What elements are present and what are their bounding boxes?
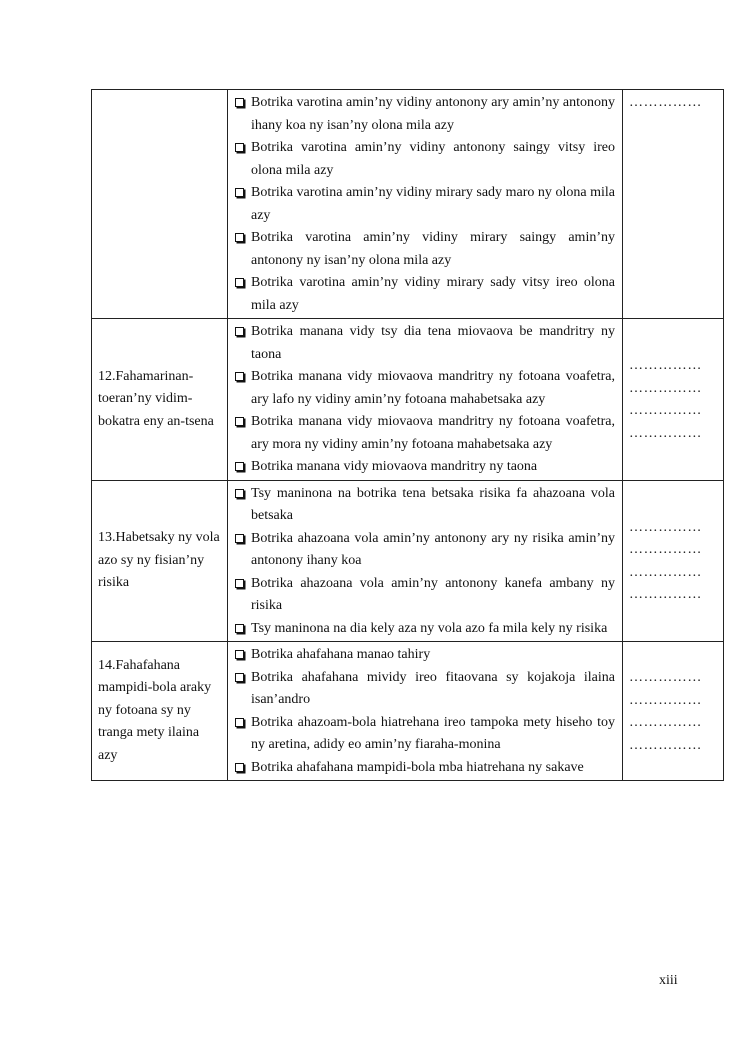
answer-dots: …………… (629, 425, 702, 441)
options-cell (228, 480, 623, 642)
checkbox-icon[interactable] (235, 188, 244, 197)
option-text: Botrika varotina amin’ny vidiny antonony saingy vitsy ireo olona mila azy (251, 140, 615, 178)
option-text: Botrika ahafahana mampidi-bola mba hiatrehana ny sakave (251, 759, 584, 775)
table-row (92, 642, 724, 781)
answer-dots: …………… (629, 380, 702, 396)
option-item[interactable] (235, 644, 615, 667)
checkbox-icon[interactable] (235, 718, 244, 727)
table-row (92, 90, 724, 319)
options-cell (228, 319, 623, 481)
checkbox-icon[interactable] (235, 98, 244, 107)
option-text: Botrika manana vidy tsy dia tena miovaova be mandritry ny taona (251, 324, 615, 362)
answer-cell[interactable] (623, 319, 724, 481)
answer-cell[interactable] (623, 642, 724, 781)
answer-cell[interactable] (623, 90, 724, 319)
option-text: Botrika ahafahana mividy ireo fitaovana sy kojakoja ilaina isan’andro (251, 669, 615, 707)
option-text: Botrika manana vidy miovaova mandritry ny taona (251, 459, 538, 474)
option-text: Botrika ahafahana manao tahiry (251, 647, 431, 662)
checkbox-icon[interactable] (235, 579, 244, 588)
criterion-label: 14.Fahafahana mampidi-bola araky ny fotoana sy ny tranga mety ilaina azy (92, 642, 228, 781)
checkbox-icon[interactable] (235, 462, 244, 471)
answer-dots: …………… (629, 542, 702, 558)
options-cell (228, 90, 623, 319)
checkbox-icon[interactable] (235, 278, 244, 287)
answer-dots: …………… (629, 358, 702, 374)
option-item[interactable] (235, 272, 615, 317)
option-text: Botrika manana vidy miovaova mandritry ny fotoana voafetra, ary mora ny vidiny amin’ny fotoana mahabetsaka azy (251, 414, 615, 452)
checkbox-icon[interactable] (235, 624, 244, 633)
checkbox-icon[interactable] (235, 372, 244, 381)
option-item[interactable] (235, 618, 615, 641)
option-item[interactable] (235, 456, 615, 479)
option-text: Botrika varotina amin’ny vidiny mirary sady maro ny olona mila azy (251, 185, 615, 223)
table-row (92, 319, 724, 481)
option-text: Botrika ahazoam-bola hiatrehana ireo tampoka mety hiseho toy ny aretina, adidy eo amin’ny fiaraha-monina (251, 714, 615, 752)
answer-dots: …………… (629, 403, 702, 419)
option-text: Botrika ahazoana vola amin’ny antonony ary ny risika amin’ny antonony ihany koa (251, 530, 615, 568)
option-item[interactable] (235, 227, 615, 272)
option-text: Tsy maninona na botrika tena betsaka risika fa ahazoana vola betsaka (251, 485, 615, 523)
answer-dots: …………… (629, 564, 702, 580)
answer-dots: …………… (629, 737, 702, 753)
criterion-label: 12.Fahamarinan-toeran’ny vidim-bokatra eny an-tsena (92, 319, 228, 481)
page-number: xiii (659, 973, 678, 988)
option-item[interactable] (235, 573, 615, 618)
checkbox-icon[interactable] (235, 489, 244, 498)
option-text: Botrika manana vidy miovaova mandritry ny fotoana voafetra, ary lafo ny vidiny amin’ny fotoana mahabetsaka azy (251, 369, 615, 407)
table-row (92, 480, 724, 642)
checkbox-icon[interactable] (235, 233, 244, 242)
option-text: Botrika varotina amin’ny vidiny mirary saingy amin’ny antonony ny isan’ny olona mila azy (251, 230, 615, 268)
option-text: Botrika ahazoana vola amin’ny antonony kanefa ambany ny risika (251, 575, 615, 613)
checkbox-icon[interactable] (235, 650, 244, 659)
option-item[interactable] (235, 137, 615, 182)
checkbox-icon[interactable] (235, 417, 244, 426)
answer-dots: …………… (629, 519, 702, 535)
option-item[interactable] (235, 712, 615, 757)
answer-dots: …………… (629, 715, 702, 730)
answer-dots: …………… (629, 95, 702, 110)
checkbox-icon[interactable] (235, 534, 244, 543)
option-item[interactable] (235, 667, 615, 712)
option-item[interactable] (235, 757, 615, 780)
option-item[interactable] (235, 321, 615, 366)
option-item[interactable] (235, 182, 615, 227)
questionnaire-table (91, 89, 724, 781)
answer-dots: …………… (629, 692, 702, 708)
option-text: Botrika varotina amin’ny vidiny antonony ary amin’ny antonony ihany koa ny isan’ny olona mila azy (251, 95, 615, 133)
option-item[interactable] (235, 411, 615, 456)
option-item[interactable] (235, 366, 615, 411)
checkbox-icon[interactable] (235, 327, 244, 336)
option-item[interactable] (235, 528, 615, 573)
option-item[interactable] (235, 483, 615, 528)
checkbox-icon[interactable] (235, 673, 244, 682)
option-text: Tsy maninona na dia kely aza ny vola azo fa mila kely ny risika (251, 620, 608, 636)
checkbox-icon[interactable] (235, 763, 244, 772)
answer-cell[interactable] (623, 480, 724, 642)
checkbox-icon[interactable] (235, 143, 244, 152)
criterion-label: 13.Habetsaky ny vola azo sy ny fisian’ny risika (92, 480, 228, 642)
criterion-label (92, 90, 228, 319)
answer-dots: …………… (629, 670, 702, 685)
option-text: Botrika varotina amin’ny vidiny mirary sady vitsy ireo olona mila azy (251, 275, 615, 313)
option-item[interactable] (235, 92, 615, 137)
answer-dots: …………… (629, 587, 702, 603)
options-cell (228, 642, 623, 781)
